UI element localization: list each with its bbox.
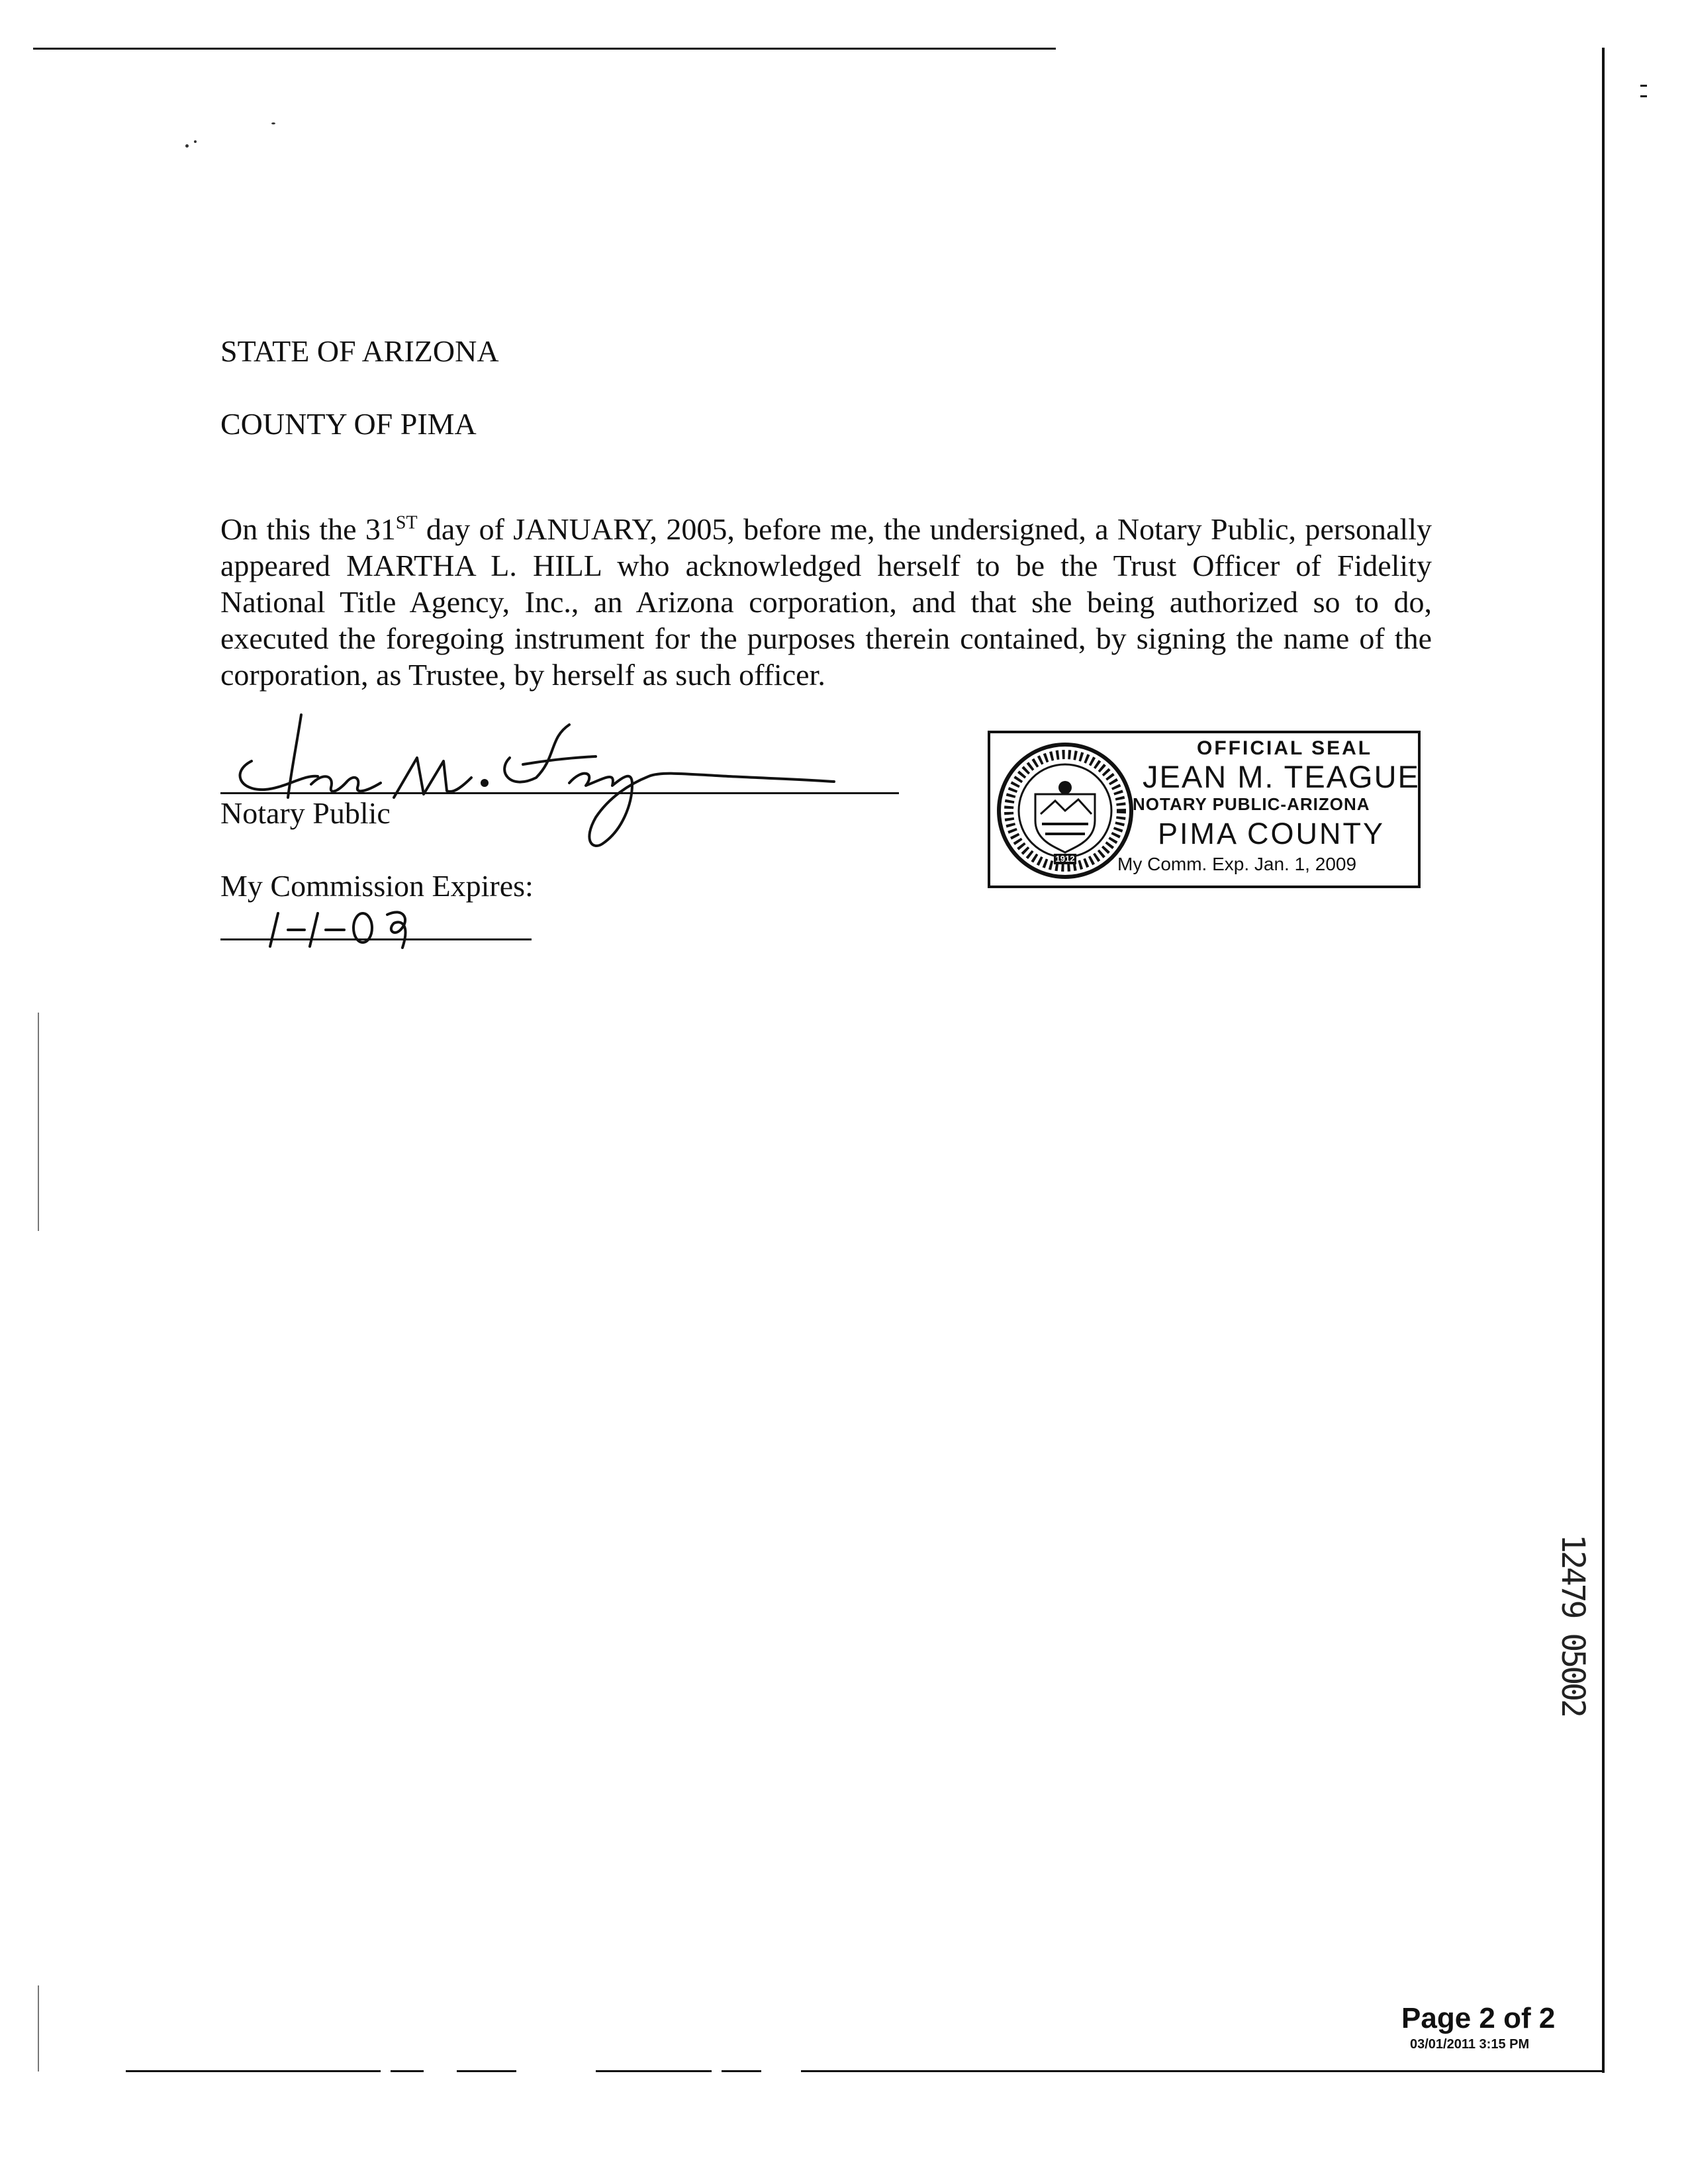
seal-expiry: My Comm. Exp. Jan. 1, 2009 xyxy=(1117,854,1357,874)
seal-title: OFFICIAL SEAL xyxy=(1197,737,1373,759)
seal-county: PIMA COUNTY xyxy=(1158,817,1385,850)
paragraph-superscript: ST xyxy=(395,512,418,533)
right-border xyxy=(1602,48,1605,2073)
bottom-rule-segment xyxy=(801,2070,854,2072)
signature-label: Notary Public xyxy=(220,796,391,830)
bottom-rule-segment xyxy=(457,2070,516,2072)
scan-speck xyxy=(271,122,275,124)
paragraph-part2: day of JANUARY, 2005, before me, the undersigned, a Notary Public, personally appeared MARTHA L. HILL who acknowledged herself to be the Trust Officer of Fidelity National Title Agency, Inc., an Arizona corporation, and that she being authorized so to do, executed the foregoing instrument for the purposes therein contained, by signing the name of the corporation, as Trustee, by herself as such officer. xyxy=(220,512,1432,692)
commission-date-handwritten xyxy=(252,900,437,953)
scan-speck xyxy=(1640,95,1647,97)
top-rule xyxy=(33,48,1056,50)
scan-speck xyxy=(1640,85,1647,87)
commission-label: My Commission Expires: xyxy=(220,869,534,903)
seal-role: NOTARY PUBLIC-ARIZONA xyxy=(1133,794,1370,814)
bottom-rule-segment xyxy=(126,2070,381,2072)
paragraph-part1: On this the 31 xyxy=(220,512,396,546)
page-label: Page 2 of 2 xyxy=(1401,2002,1556,2034)
commission-date-line xyxy=(220,938,532,940)
state-line: STATE OF ARIZONA xyxy=(220,334,499,368)
scan-speck xyxy=(194,140,197,143)
seal-name: JEAN M. TEAGUE xyxy=(1143,759,1420,794)
recording-number: 12479 05002 xyxy=(1554,1534,1591,1715)
bottom-rule-segment xyxy=(847,2070,1602,2072)
arizona-state-seal-emblem xyxy=(996,741,1135,880)
svg-text:1912: 1912 xyxy=(1055,854,1075,864)
footer-timestamp: 03/01/2011 3:15 PM xyxy=(1410,2037,1530,2052)
bottom-rule-segment xyxy=(722,2070,761,2072)
acknowledgment-paragraph xyxy=(220,511,1432,693)
scan-speck xyxy=(185,144,189,148)
signature-line xyxy=(220,792,899,794)
left-margin-mark-bottom xyxy=(38,1985,39,2071)
bottom-rule-segment xyxy=(596,2070,712,2072)
official-seal xyxy=(988,731,1421,888)
left-margin-mark xyxy=(38,1013,39,1231)
county-line: COUNTY OF PIMA xyxy=(220,407,477,441)
notary-signature xyxy=(225,698,887,857)
bottom-rule-segment xyxy=(391,2070,424,2072)
